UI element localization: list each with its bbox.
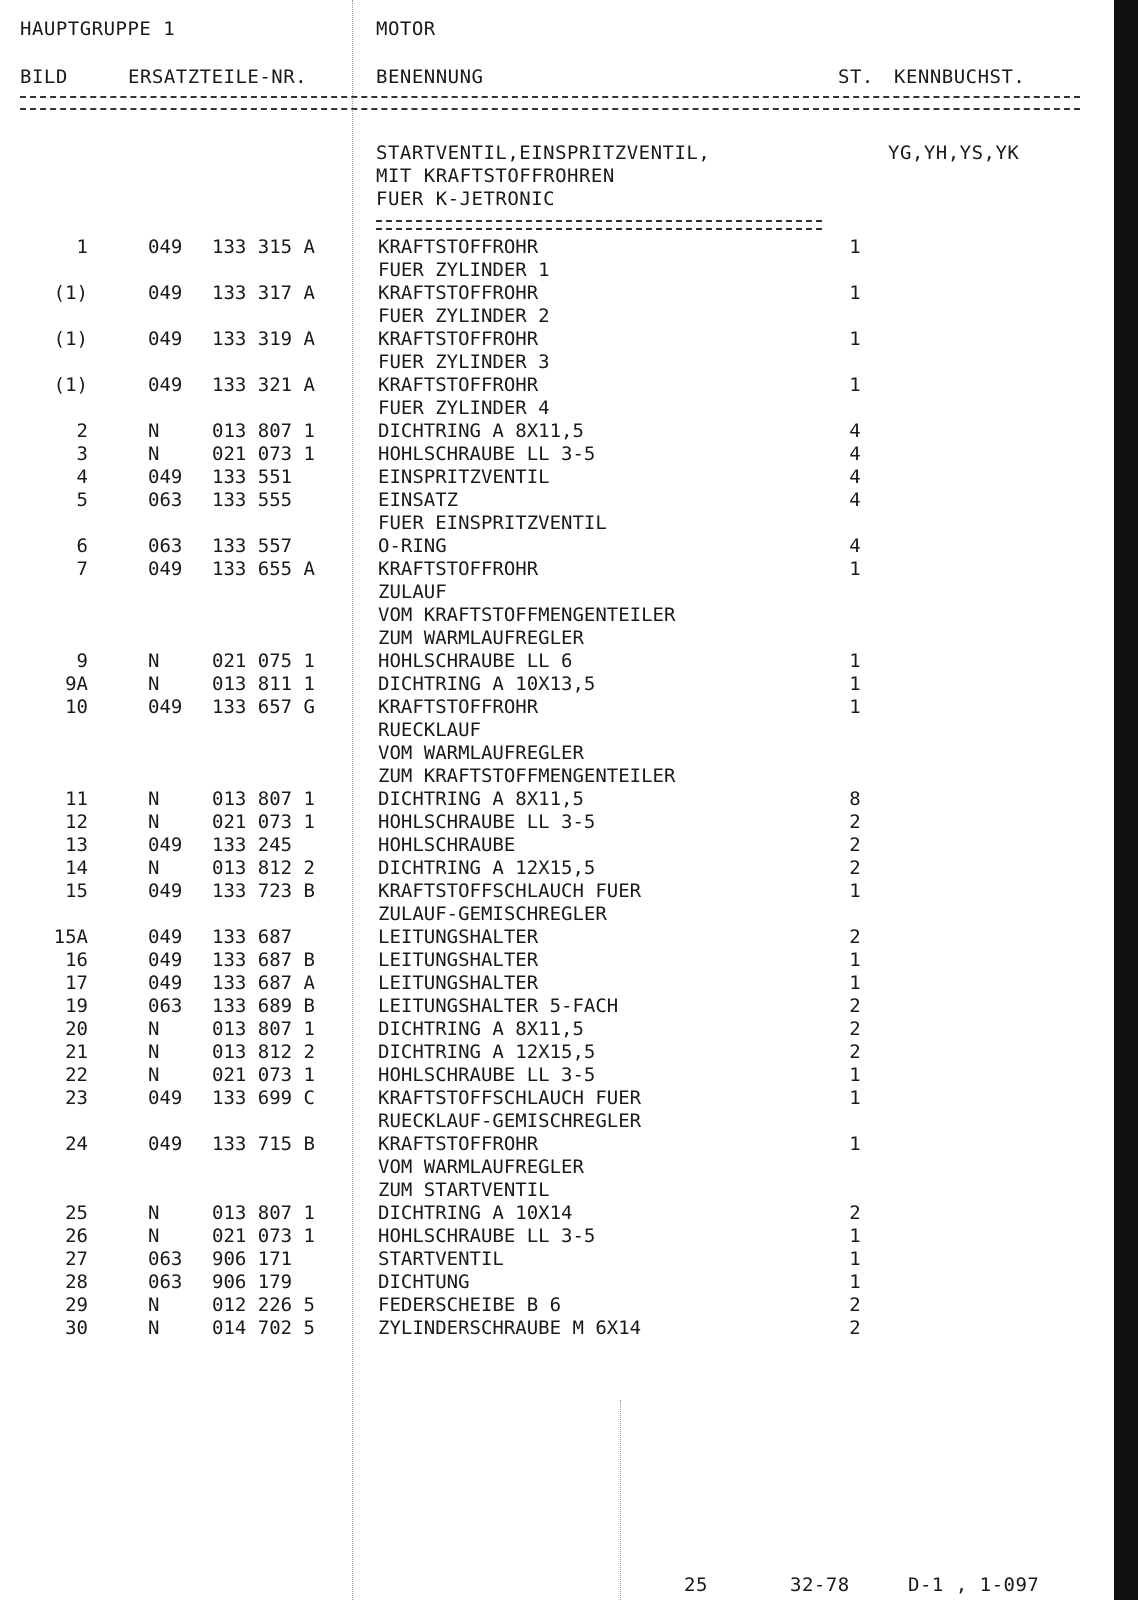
section-separator: [376, 220, 822, 230]
designation-cell: DICHTUNG: [378, 1271, 470, 1293]
bild-cell: (1): [53, 282, 88, 304]
table-row: [0, 466, 1110, 489]
quantity-cell: 1: [849, 880, 861, 902]
bild-cell: 27: [65, 1248, 88, 1270]
table-row: [0, 1156, 1110, 1179]
designation-cell: STARTVENTIL: [378, 1248, 504, 1270]
part-number-cell: 133 557: [212, 535, 293, 557]
designation-cell: HOHLSCHRAUBE LL 3-5: [378, 1064, 596, 1086]
table-row: [0, 1271, 1110, 1294]
quantity-cell: 1: [849, 236, 861, 258]
table-row: [0, 972, 1110, 995]
quantity-cell: 2: [849, 1202, 861, 1224]
part-prefix-cell: N: [148, 1064, 160, 1086]
part-number-cell: 021 073 1: [212, 1064, 315, 1086]
bild-cell: 5: [76, 489, 88, 511]
designation-cell: LEITUNGSHALTER 5-FACH: [378, 995, 619, 1017]
bild-cell: 20: [65, 1018, 88, 1040]
part-number-cell: 012 226 5: [212, 1294, 315, 1316]
bild-cell: 13: [65, 834, 88, 856]
quantity-cell: 1: [849, 328, 861, 350]
quantity-cell: 4: [849, 489, 861, 511]
table-row: [0, 305, 1110, 328]
part-number-cell: 133 699 C: [212, 1087, 315, 1109]
designation-cell: KRAFTSTOFFROHR: [378, 696, 539, 718]
quantity-cell: 1: [849, 949, 861, 971]
quantity-cell: 1: [849, 673, 861, 695]
section-title-line-3: FUER K-JETRONIC: [376, 188, 556, 210]
bild-cell: 10: [65, 696, 88, 718]
part-prefix-cell: N: [148, 811, 160, 833]
part-prefix-cell: N: [148, 420, 160, 442]
group-title: MOTOR: [376, 18, 436, 40]
part-number-cell: 013 807 1: [212, 788, 315, 810]
table-row: [0, 1248, 1110, 1271]
designation-cell: LEITUNGSHALTER: [378, 972, 539, 994]
table-row: [0, 489, 1110, 512]
quantity-cell: 1: [849, 1087, 861, 1109]
quantity-cell: 2: [849, 995, 861, 1017]
section-title-line-2: MIT KRAFTSTOFFROHREN: [376, 165, 615, 187]
table-row: [0, 1179, 1110, 1202]
bild-cell: 12: [65, 811, 88, 833]
group-label: HAUPTGRUPPE 1: [20, 18, 176, 40]
column-header-benennung: BENENNUNG: [376, 66, 484, 88]
part-prefix-cell: 049: [148, 972, 183, 994]
table-row: [0, 1064, 1110, 1087]
table-row: [0, 1202, 1110, 1225]
table-row: [0, 558, 1110, 581]
part-prefix-cell: 049: [148, 926, 183, 948]
quantity-cell: 1: [849, 696, 861, 718]
part-prefix-cell: N: [148, 1225, 160, 1247]
part-number-cell: 013 812 2: [212, 857, 315, 879]
designation-cell: FUER ZYLINDER 1: [378, 259, 550, 281]
quantity-cell: 1: [849, 1248, 861, 1270]
table-row: [0, 1087, 1110, 1110]
designation-cell: DICHTRING A 8X11,5: [378, 1018, 584, 1040]
bild-cell: 26: [65, 1225, 88, 1247]
designation-cell: KRAFTSTOFFROHR: [378, 236, 539, 258]
part-prefix-cell: 063: [148, 535, 183, 557]
designation-cell: ZUM STARTVENTIL: [378, 1179, 550, 1201]
designation-cell: KRAFTSTOFFSCHLAUCH FUER: [378, 880, 642, 902]
part-prefix-cell: 063: [148, 1271, 183, 1293]
quantity-cell: 1: [849, 374, 861, 396]
part-number-cell: 133 723 B: [212, 880, 315, 902]
bild-cell: 24: [65, 1133, 88, 1155]
quantity-cell: 2: [849, 834, 861, 856]
part-number-cell: 133 555: [212, 489, 293, 511]
part-number-cell: 906 179: [212, 1271, 293, 1293]
bild-cell: 21: [65, 1041, 88, 1063]
designation-cell: KRAFTSTOFFROHR: [378, 328, 539, 350]
quantity-cell: 1: [849, 558, 861, 580]
column-header-st: ST.: [838, 66, 874, 88]
bild-cell: 29: [65, 1294, 88, 1316]
table-row: [0, 535, 1110, 558]
part-number-cell: 014 702 5: [212, 1317, 315, 1339]
quantity-cell: 4: [849, 420, 861, 442]
designation-cell: ZUM KRAFTSTOFFMENGENTEILER: [378, 765, 676, 787]
designation-cell: ZUM WARMLAUFREGLER: [378, 627, 584, 649]
scan-edge-bar: [1114, 0, 1138, 1600]
designation-cell: HOHLSCHRAUBE LL 3-5: [378, 811, 596, 833]
designation-cell: DICHTRING A 8X11,5: [378, 420, 584, 442]
table-row: [0, 420, 1110, 443]
table-row: [0, 1294, 1110, 1317]
table-row: [0, 949, 1110, 972]
quantity-cell: 1: [849, 650, 861, 672]
quantity-cell: 2: [849, 1294, 861, 1316]
table-row: [0, 788, 1110, 811]
designation-cell: VOM KRAFTSTOFFMENGENTEILER: [378, 604, 676, 626]
designation-cell: DICHTRING A 12X15,5: [378, 1041, 596, 1063]
table-row: [0, 995, 1110, 1018]
designation-cell: KRAFTSTOFFROHR: [378, 374, 539, 396]
part-prefix-cell: 049: [148, 282, 183, 304]
designation-cell: LEITUNGSHALTER: [378, 949, 539, 971]
column-header-ersatzteile-nr: ERSATZTEILE-NR.: [128, 66, 308, 88]
bild-cell: (1): [53, 374, 88, 396]
part-prefix-cell: 049: [148, 834, 183, 856]
quantity-cell: 2: [849, 1317, 861, 1339]
designation-cell: FUER EINSPRITZVENTIL: [378, 512, 607, 534]
designation-cell: DICHTRING A 12X15,5: [378, 857, 596, 879]
part-number-cell: 133 315 A: [212, 236, 315, 258]
quantity-cell: 2: [849, 811, 861, 833]
part-prefix-cell: 049: [148, 949, 183, 971]
quantity-cell: 1: [849, 1133, 861, 1155]
quantity-cell: 4: [849, 443, 861, 465]
header-separator: [20, 96, 1080, 110]
bild-cell: 25: [65, 1202, 88, 1224]
table-row: [0, 811, 1110, 834]
bild-cell: (1): [53, 328, 88, 350]
part-prefix-cell: 049: [148, 374, 183, 396]
part-prefix-cell: N: [148, 1202, 160, 1224]
designation-cell: VOM WARMLAUFREGLER: [378, 742, 584, 764]
bild-cell: 15A: [53, 926, 88, 948]
table-row: [0, 236, 1110, 259]
part-prefix-cell: 049: [148, 466, 183, 488]
part-number-cell: 133 689 B: [212, 995, 315, 1017]
bild-cell: 7: [76, 558, 88, 580]
designation-cell: DICHTRING A 10X13,5: [378, 673, 596, 695]
table-row: [0, 397, 1110, 420]
table-row: [0, 696, 1110, 719]
part-number-cell: 013 807 1: [212, 1018, 315, 1040]
bild-cell: 2: [76, 420, 88, 442]
part-number-cell: 133 551: [212, 466, 293, 488]
bild-cell: 1: [76, 236, 88, 258]
designation-cell: EINSPRITZVENTIL: [378, 466, 550, 488]
part-number-cell: 013 807 1: [212, 1202, 315, 1224]
quantity-cell: 1: [849, 1225, 861, 1247]
table-row: [0, 328, 1110, 351]
designation-cell: DICHTRING A 8X11,5: [378, 788, 584, 810]
table-row: [0, 581, 1110, 604]
part-prefix-cell: 063: [148, 489, 183, 511]
bild-cell: 6: [76, 535, 88, 557]
quantity-cell: 1: [849, 282, 861, 304]
bild-cell: 30: [65, 1317, 88, 1339]
designation-cell: DICHTRING A 10X14: [378, 1202, 573, 1224]
table-row: [0, 1133, 1110, 1156]
part-number-cell: 133 245: [212, 834, 293, 856]
table-row: [0, 443, 1110, 466]
part-prefix-cell: 049: [148, 880, 183, 902]
part-number-cell: 133 317 A: [212, 282, 315, 304]
designation-cell: ZULAUF-GEMISCHREGLER: [378, 903, 607, 925]
part-number-cell: 133 687 B: [212, 949, 315, 971]
part-number-cell: 013 811 1: [212, 673, 315, 695]
part-prefix-cell: 063: [148, 995, 183, 1017]
bild-cell: 19: [65, 995, 88, 1017]
bild-cell: 14: [65, 857, 88, 879]
section-codes: YG,YH,YS,YK: [888, 142, 1020, 164]
designation-cell: FUER ZYLINDER 4: [378, 397, 550, 419]
designation-cell: HOHLSCHRAUBE LL 6: [378, 650, 573, 672]
quantity-cell: 2: [849, 926, 861, 948]
part-number-cell: 133 321 A: [212, 374, 315, 396]
bild-cell: 22: [65, 1064, 88, 1086]
part-number-cell: 133 319 A: [212, 328, 315, 350]
part-prefix-cell: 049: [148, 1087, 183, 1109]
table-row: [0, 719, 1110, 742]
part-prefix-cell: 049: [148, 1133, 183, 1155]
part-prefix-cell: N: [148, 1294, 160, 1316]
part-prefix-cell: N: [148, 857, 160, 879]
table-row: [0, 1041, 1110, 1064]
part-number-cell: 133 655 A: [212, 558, 315, 580]
part-prefix-cell: N: [148, 1317, 160, 1339]
quantity-cell: 8: [849, 788, 861, 810]
table-row: [0, 765, 1110, 788]
scan-artifact-line-2: [620, 1400, 621, 1600]
part-prefix-cell: 049: [148, 328, 183, 350]
part-prefix-cell: N: [148, 673, 160, 695]
quantity-cell: 4: [849, 466, 861, 488]
part-number-cell: 133 687 A: [212, 972, 315, 994]
bild-cell: 4: [76, 466, 88, 488]
bild-cell: 11: [65, 788, 88, 810]
bild-cell: 17: [65, 972, 88, 994]
part-number-cell: 013 807 1: [212, 420, 315, 442]
designation-cell: EINSATZ: [378, 489, 459, 511]
table-row: [0, 1225, 1110, 1248]
part-number-cell: 021 073 1: [212, 443, 315, 465]
bild-cell: 3: [76, 443, 88, 465]
footer-reference: D-1 , 1-097: [908, 1574, 1040, 1596]
designation-cell: KRAFTSTOFFSCHLAUCH FUER: [378, 1087, 642, 1109]
part-number-cell: 906 171: [212, 1248, 293, 1270]
designation-cell: HOHLSCHRAUBE LL 3-5: [378, 1225, 596, 1247]
table-row: [0, 604, 1110, 627]
designation-cell: FUER ZYLINDER 2: [378, 305, 550, 327]
designation-cell: ZULAUF: [378, 581, 447, 603]
bild-cell: 28: [65, 1271, 88, 1293]
part-prefix-cell: 049: [148, 236, 183, 258]
designation-cell: FUER ZYLINDER 3: [378, 351, 550, 373]
section-title-line-1: STARTVENTIL,EINSPRITZVENTIL,: [376, 142, 711, 164]
table-row: [0, 512, 1110, 535]
part-prefix-cell: N: [148, 443, 160, 465]
footer-page-number: 25: [684, 1574, 708, 1596]
quantity-cell: 1: [849, 972, 861, 994]
quantity-cell: 4: [849, 535, 861, 557]
quantity-cell: 2: [849, 857, 861, 879]
table-row: [0, 834, 1110, 857]
table-row: [0, 627, 1110, 650]
table-row: [0, 926, 1110, 949]
designation-cell: KRAFTSTOFFROHR: [378, 558, 539, 580]
column-header-bild: BILD: [20, 66, 68, 88]
designation-cell: LEITUNGSHALTER: [378, 926, 539, 948]
bild-cell: 16: [65, 949, 88, 971]
quantity-cell: 2: [849, 1018, 861, 1040]
designation-cell: O-RING: [378, 535, 447, 557]
part-prefix-cell: N: [148, 650, 160, 672]
table-row: [0, 742, 1110, 765]
part-prefix-cell: 049: [148, 696, 183, 718]
designation-cell: FEDERSCHEIBE B 6: [378, 1294, 562, 1316]
table-row: [0, 1018, 1110, 1041]
part-prefix-cell: 049: [148, 558, 183, 580]
table-row: [0, 282, 1110, 305]
designation-cell: VOM WARMLAUFREGLER: [378, 1156, 584, 1178]
parts-list: [0, 236, 1110, 1340]
table-row: [0, 857, 1110, 880]
bild-cell: 15: [65, 880, 88, 902]
column-header-kennbuchst: KENNBUCHST.: [894, 66, 1026, 88]
table-row: [0, 880, 1110, 903]
quantity-cell: 2: [849, 1041, 861, 1063]
part-number-cell: 133 687: [212, 926, 293, 948]
table-row: [0, 650, 1110, 673]
part-number-cell: 133 715 B: [212, 1133, 315, 1155]
bild-cell: 9: [76, 650, 88, 672]
quantity-cell: 1: [849, 1064, 861, 1086]
table-row: [0, 903, 1110, 926]
part-prefix-cell: 063: [148, 1248, 183, 1270]
part-number-cell: 133 657 G: [212, 696, 315, 718]
part-prefix-cell: N: [148, 1018, 160, 1040]
part-number-cell: 021 073 1: [212, 811, 315, 833]
footer-date: 32-78: [790, 1574, 850, 1596]
table-row: [0, 673, 1110, 696]
designation-cell: KRAFTSTOFFROHR: [378, 1133, 539, 1155]
table-row: [0, 1317, 1110, 1340]
designation-cell: HOHLSCHRAUBE: [378, 834, 516, 856]
table-row: [0, 374, 1110, 397]
part-number-cell: 013 812 2: [212, 1041, 315, 1063]
bild-cell: 23: [65, 1087, 88, 1109]
table-row: [0, 259, 1110, 282]
designation-cell: HOHLSCHRAUBE LL 3-5: [378, 443, 596, 465]
table-row: [0, 1110, 1110, 1133]
designation-cell: RUECKLAUF: [378, 719, 481, 741]
designation-cell: KRAFTSTOFFROHR: [378, 282, 539, 304]
designation-cell: RUECKLAUF-GEMISCHREGLER: [378, 1110, 642, 1132]
quantity-cell: 1: [849, 1271, 861, 1293]
part-prefix-cell: N: [148, 1041, 160, 1063]
bild-cell: 9A: [65, 673, 88, 695]
table-row: [0, 351, 1110, 374]
part-number-cell: 021 073 1: [212, 1225, 315, 1247]
designation-cell: ZYLINDERSCHRAUBE M 6X14: [378, 1317, 642, 1339]
part-prefix-cell: N: [148, 788, 160, 810]
part-number-cell: 021 075 1: [212, 650, 315, 672]
